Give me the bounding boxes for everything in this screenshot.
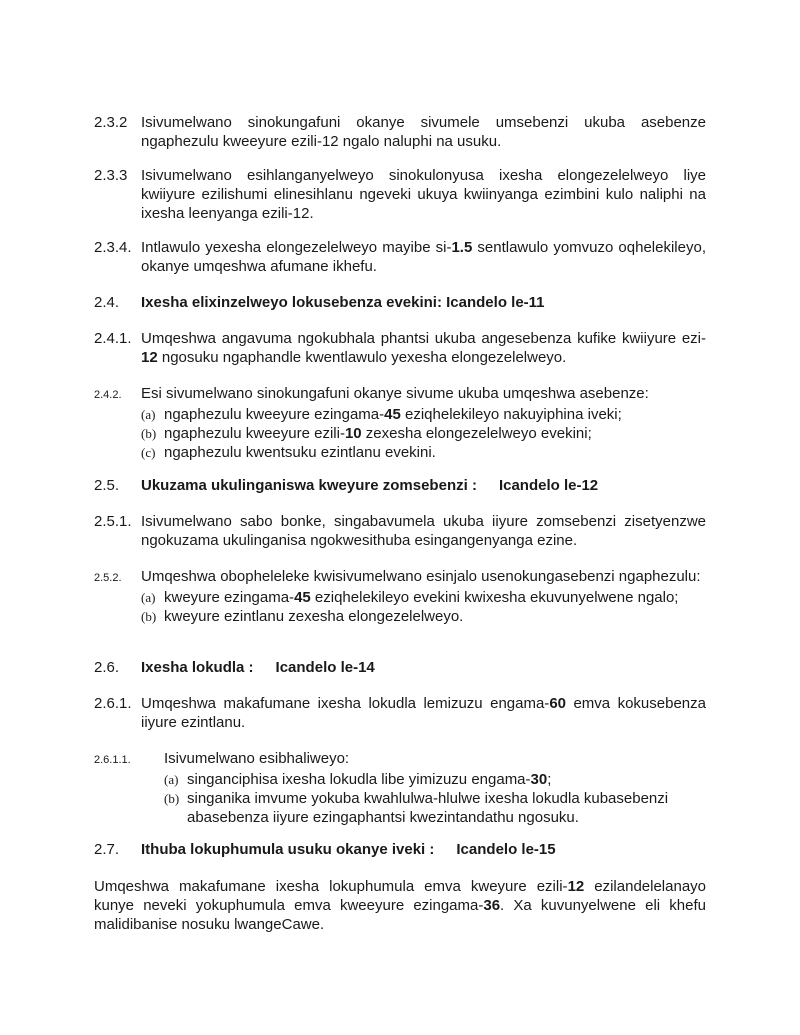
closing-paragraph: Umqeshwa makafumane ixesha lokuphumula emva kweyure ezili-12 ezilandelelanayo kunye neveki yokuphumula emva kweeyure ezingama-36. Xa kuvunyelwene eli khefu malidibanise nosuku lwangeCawe. — [94, 878, 707, 933]
section-heading-2-6 — [94, 658, 706, 677]
list-item: (a) singanciphisa ixesha lokudla libe yimizuzu engama-30; — [164, 771, 552, 788]
clause-text: Isivumelwano sinokungafuni okanye sivumele umsebenzi ukuba asebenze ngaphezulu kweeyure ezili-12 ngalo naluphi na usuku. — [141, 114, 706, 150]
clause-text: Esi sivumelwano sinokungafuni okanye sivume ukuba umqeshwa asebenze: — [141, 385, 649, 402]
section-heading-2-4 — [94, 293, 706, 312]
list-item: (c) ngaphezulu kwentsuku ezintlanu evekini. — [141, 444, 436, 461]
section-title: Ixesha lokudla : — [141, 659, 254, 676]
list-item: (a) kweyure ezingama-45 eziqhelekileyo evekini kwixesha ekuvunyelwene ngalo; — [141, 589, 679, 606]
section-reference: Icandelo le-14 — [275, 659, 375, 676]
section-number: 2.7. — [94, 841, 120, 858]
section-title: Ixesha elixinzelweyo lokusebenza evekini: Icandelo le-11 — [141, 294, 545, 311]
section-reference: Icandelo le-12 — [498, 477, 599, 494]
clause-number: 2.3.3 — [94, 167, 128, 184]
clause-number: 2.4.1. — [94, 330, 132, 347]
clause-number: 2.5.1. — [94, 513, 132, 530]
section-heading-2-5 — [94, 476, 706, 495]
section-title: Ithuba lokuphumula usuku okanye iveki : — [141, 841, 435, 858]
sub-item-list — [164, 770, 706, 827]
clause-number: 2.3.4. — [94, 239, 132, 256]
sub-item-list — [141, 405, 706, 462]
list-item: (b) kweyure ezintlanu zexesha elongezelelweyo. — [141, 608, 464, 625]
list-item: (a) ngaphezulu kweeyure ezingama-45 eziqhelekileyo nakuyiphina iveki; — [141, 406, 622, 423]
clause-2-4-2 — [94, 384, 706, 462]
clause-number: 2.6.1. — [94, 695, 132, 712]
clause-number: 2.6.1.1. — [94, 754, 131, 766]
clause-text: Intlawulo yexesha elongezelelweyo mayibe si-1.5 sentlawulo yomvuzo oqhelekileyo, okanye umqeshwa afumane ikhefu. — [141, 239, 706, 275]
clause-2-4-1 — [94, 329, 706, 367]
list-item: (b) ngaphezulu kweeyure ezili-10 zexesha elongezelelweyo evekini; — [141, 425, 592, 442]
section-number: 2.6. — [94, 659, 120, 676]
section-number: 2.5. — [94, 477, 120, 494]
clause-2-6-1 — [94, 694, 706, 732]
clause-2-6-1-1 — [94, 749, 706, 827]
list-item: (b) singanika imvume yokuba kwahlulwa-hlulwe ixesha lokudla kubasebenzi abasebenza iiyure ezingaphantsi kwezintandathu ngosuku. — [164, 790, 669, 826]
clause-2-3-2 — [94, 113, 706, 151]
clause-text: Isivumelwano esibhaliweyo: — [164, 750, 350, 767]
clause-number: 2.3.2 — [94, 114, 128, 131]
clause-text: Isivumelwano esihlanganyelweyo sinokulonyusa ixesha elongezelelweyo liye kwiiyure ezilishumi elinesihlanu ngeveki ukuya kwiinyanga ezimbini kulo naliphi na ixesha leenyanga ezili-12. — [141, 167, 706, 222]
section-reference: Icandelo le-15 — [456, 841, 556, 858]
clause-text: Umqeshwa obopheleleke kwisivumelwano esinjalo usenokungasebenzi ngaphezulu: — [141, 568, 701, 585]
clause-2-3-4 — [94, 238, 706, 276]
clause-2-3-3 — [94, 166, 706, 223]
section-title: Ukuzama ukulinganiswa kweyure zomsebenzi : — [141, 477, 477, 494]
clause-2-5-1 — [94, 512, 706, 550]
clause-2-5-2 — [94, 567, 706, 626]
sub-item-list — [141, 588, 706, 626]
clause-text: Isivumelwano sabo bonke, singabavumela ukuba iiyure zomsebenzi zisetyenzwe ngokuzama ukulinganisa ngokwesithuba esingangenyanga ezine. — [141, 513, 706, 549]
section-number: 2.4. — [94, 294, 120, 311]
clause-text: Umqeshwa makafumane ixesha lokudla lemizuzu engama-60 emva kokusebenza iiyure ezintlanu. — [141, 695, 706, 731]
clause-number: 2.4.2. — [94, 389, 122, 401]
section-heading-2-7 — [94, 840, 706, 859]
clause-text: Umqeshwa angavuma ngokubhala phantsi ukuba angesebenza kufike kwiiyure ezi-12 ngosuku ngaphandle kwentlawulo yexesha elongezelelweyo. — [141, 330, 706, 366]
clause-number: 2.5.2. — [94, 572, 122, 584]
